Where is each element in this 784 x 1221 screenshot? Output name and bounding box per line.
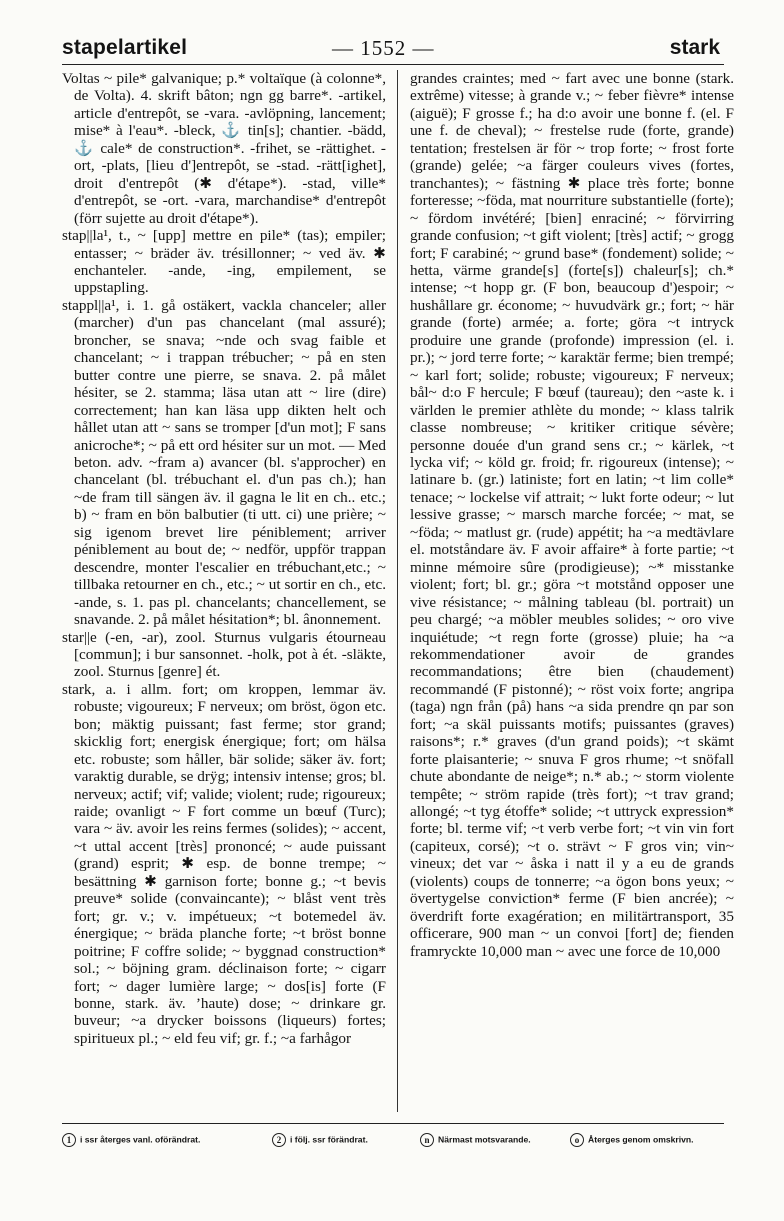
left-guide-word: stapelartikel [62,36,188,59]
circled-o-icon: o [570,1133,584,1147]
circled-2-icon: 2 [272,1133,286,1147]
circled-n-icon: n [420,1133,434,1147]
entry-stark-continued: grandes craintes; med ~ fart avec une bonne (stark. extrême) vitesse; à grande v.; ~ feber fièvre* intense (aiguë); F grosse f.; ha d:o avoir une bonne f. (el. F une f. de cheval); ~ frestelse rude (forte, grande) tentation; frestelsen är för ~ trop forte; ~ frost forte (grande) gelée; ~a färger couleurs vives (fortes, tranchantes); ~ fästning ✱ place très forte; bonne forteresse; ~föda, mat nourriture substantielle (forte); ~ fördom invétéré; [bien] enraciné; ~ förvirring grande confusion; ~t gift violent; [très] actif; ~ grogg fort; F carabiné; ~ grund base* (fondement) solide; ~ hetta, värme grande[s] (forte[s]) chaleur[s]; ch.* intense; ~t hopp gr. (F bon, beaucoup d')espoir; ~ hushållare gr. économe; ~ huvudvärk gr.; fort; ~ här grande (forte) armée; a. forte; göra ~t intryck produire une grande (profonde) impression (el. i. pr.); ~ jord terre forte; ~ karaktär ferme; bien trempé; ~ karl fort; solide; robuste; vigoureux; F nerveux; bål~ d:o F hercule; F bœuf (taureau); den ~aste k. i världen le premier athlète du monde; ~ klass talrik classe nombreuse; ~ kritiker critique sévère; personne douée d'un grand sens cr.; ~ kärlek, ~t lycka vif; ~ köld gr. froid; fr. rigoureux (intense); ~ latinare b. (gr.) latiniste; fort en latin; ~t lim colle* tenace; ~ lockelse vif attrait; ~ lukt forte odeur; ~ lut lessive grasse; ~ marsch marche forcée; ~ mat, se ~föda; ~ matlust gr. (rude) appétit; ha ~a medtävlare el. motståndare äv. F avoir affaire* à forte partie; ~t minne mémoire sûre (prodigieuse); ~* misstanke violent; fort; bl. gr.; göra ~t motstånd opposer une vive résistance; ~ målning tableau (bl. portrait) un peu chargé; ~a möbler meubles solides; ~ oro vive inquiétude; ~t regn forte (grosse) pluie; ha ~a rekommendationer avoir de grandes recommandations; être bien (chaudement) recommandé (F pistonné); ~ röst voix forte; angripa (taga) ngn från (på) hans ~a sida prendre qn par son fort; ~a skäl puissants motifs; puissantes (graves) raisons*; r.* graves (d'un grand poids); ~t skämt forte plaisanterie; ~ snuva F gros rhume; ~t snöfall chute abondante de neige*; n.* ab.; ~ storm violente tempête; ~ ström rapide (très fort); ~t trav grand; allongé; ~t tyg étoffe* solide; ~t uttryck expression* forte; bl. terme vif; ~t verb verbe fort; ~t vin vin fort (capiteux, corsé); ~t o. strävt ~ F gros vin; vin~ vineux; det var ~ åska i natt il y a eu de grands (violents) coups de tonnerre; ~a ögon bons yeux; ~ övertygelse conviction* ferme (F bien ancrée); ~ överdrift forte exagération; en militärtransport, 35 officerare, 900 man ~ un convoi [fort] de; fienden framryckte 10,000 man ~ avec une force de 10,000 [410,70,734,960]
entry-stark: stark, a. i allm. fort; om kroppen, lemmar äv. robuste; vigoureux; F nerveux; om bröst, ögon etc. bon; mäktig puissant; fast ferme; stor grand; skicklig fort; energisk énergique; fort; om hälsa etc. robuste; som håller, bär solide; säker äv. fort; varaktig durable, se drÿg; intensiv intense; gros; bl. nerveux; actif; vif; valide; violent; rude; rigoureux; raide; ovanligt ~ F fort comme un bœuf (Turc); vara ~ äv. avoir les reins fermes (solides); ~ accent, ~t uttal accent [très] prononcé; ~ aude puissant (grand) esprit; ✱ esp. de bonne trempe; ~ besättning ✱ garnison forte; bonne g.; ~t bevis preuve* solide (convaincante); ~ blåst vent très fort; gr. v.; v. impétueux; ~t botemedel äv. énergique; ~ bräda planche forte; ~t bröst bonne poitrine; F coffre solide; ~ byggnad construction* sol.; ~ böjning gram. déclinaison forte; ~ cigarr fort; ~ dager lumière large; ~ dos[is] forte (F bonne, stark. äv. ’haute) dose; ~ drinkare gr. buveur; ~a drycker boissons (liqueurs) fortes; spiritueux pl.; ~ eld feu vif; gr. f.; ~a farhågor [62,680,386,1047]
entry-stappla: stappl||a¹, i. 1. gå ostäkert, vackla chanceler; aller (marcher) d'un pas chancelant (mal assuré); broncher, se snava; ~nde och svag faible et chancelant; ~ i trappan trébucher; ~ på en sten butter contre une pierre, se snava. 2. på målet hésiter, se 2. stamma; läsa utan att ~ lire (dire) correctement; han kan läsa upp dikten helt och hållet utan att ~ sans se tromper [d'un mot]; F sans anicroche*; ~ på ett ord hésiter sur un mot. — Med beton. adv. ~fram a) avancer (bl. s'approcher) en chancelant (bl. trébuchant el. d'un pas ch.); han ~de fram till sängen äv. il gagna le lit en ch.. etc.; b) ~ fram en bön balbutier (ti utt. ci) une prière; ~ sig igenom brevet lire péniblement; arriver péniblement au bout de; ~ nedför, uppför trappan descendre, monter l'escalier en trébuchant,etc.; ~ tillbaka retourner en ch., etc.; ~ ut sortir en ch., etc. -ande, s. 1. pas pl. chancelants; chancellement, se snavande. 2. på målet hésitation*; bl. ânonnement. [62,296,386,629]
left-column [62,70,386,1114]
footnote-legend [62,1133,732,1153]
entry-stare: star||e (-en, -ar), zool. Sturnus vulgaris étourneau [commun]; i bur sansonnet. -holk, pot à ét. -släkte, zool. Sturnus [genre] ét. [62,628,386,681]
footnote-2: 2 i följ. ssr förändrat. [272,1133,368,1147]
circled-1-icon: 1 [62,1133,76,1147]
entry-stapla: stap||la¹, t., ~ [upp] mettre en pile* (tas); empiler; entasser; ~ bräder äv. trésillonner; ~ ved äv. ✱ enchanteler. -ande, -ing, empilement, se uppstapling. [62,227,386,297]
column-divider [397,70,398,1112]
page-number: — 1552 — [332,36,435,60]
footer-rule [62,1123,724,1124]
page-header [62,32,720,62]
header-rule [62,64,724,65]
footnote-4: o Återges genom omskrivn. [570,1133,694,1147]
entry-stapelartikel: Voltas ~ pile* galvanique; p.* voltaïque (à colonne*, de Volta). 4. skrift bâton; ngn gg barre*. -artikel, article d'entrepôt, se -vara. -avlöpning, lancement; mise* à l'eau*. -bleck, ⚓ tin[s]; chantier. -bädd, ⚓ cale* de construction*. -frihet, se -rättighet. -ort, -plats, [lieu d']entrepôt, se -stad. -rätt[ighet], droit d'entrepôt (✱ d'étape*). -stad, ville* d'entrepôt, se -ort. -vara, marchandise* d'entrepôt (förr sujette au droit d'étape*). [62,70,386,227]
right-column [410,70,734,1114]
footnote-1: 1 i ssr återges vanl. oförändrat. [62,1133,200,1147]
footnote-3: n Närmast motsvarande. [420,1133,531,1147]
right-guide-word: stark [669,36,720,59]
